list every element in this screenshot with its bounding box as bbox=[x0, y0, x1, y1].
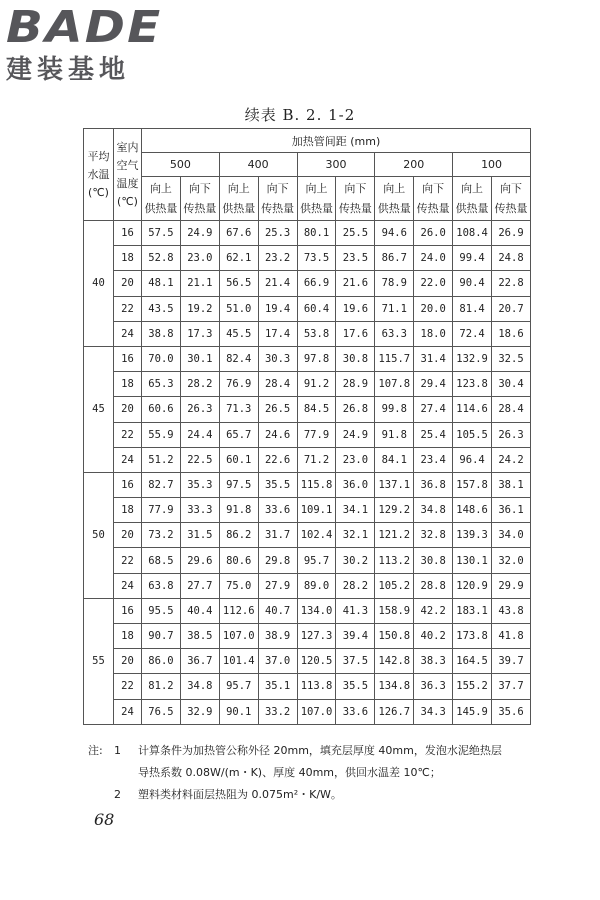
value-cell: 27.7 bbox=[180, 573, 219, 598]
value-cell: 115.7 bbox=[375, 346, 414, 371]
value-cell: 22.6 bbox=[258, 447, 297, 472]
page-number: 68 bbox=[94, 810, 115, 829]
value-cell: 35.5 bbox=[336, 674, 375, 699]
air-temp-cell: 18 bbox=[114, 498, 142, 523]
value-cell: 26.9 bbox=[492, 221, 531, 246]
value-cell: 77.9 bbox=[142, 498, 181, 523]
value-cell: 20.7 bbox=[492, 296, 531, 321]
air-temp-cell: 16 bbox=[114, 598, 142, 623]
value-cell: 17.4 bbox=[258, 321, 297, 346]
value-cell: 23.5 bbox=[336, 246, 375, 271]
value-cell: 97.8 bbox=[297, 346, 336, 371]
value-cell: 127.3 bbox=[297, 624, 336, 649]
air-temp-cell: 20 bbox=[114, 271, 142, 296]
value-cell: 99.8 bbox=[375, 397, 414, 422]
header-spacing-100: 100 bbox=[453, 153, 531, 177]
value-cell: 65.3 bbox=[142, 372, 181, 397]
table-row bbox=[84, 598, 531, 623]
value-cell: 91.8 bbox=[219, 498, 258, 523]
value-cell: 25.4 bbox=[414, 422, 453, 447]
value-cell: 150.8 bbox=[375, 624, 414, 649]
water-temp-cell: 55 bbox=[84, 598, 114, 724]
value-cell: 86.2 bbox=[219, 523, 258, 548]
value-cell: 134.8 bbox=[375, 674, 414, 699]
value-cell: 34.8 bbox=[180, 674, 219, 699]
value-cell: 67.6 bbox=[219, 221, 258, 246]
value-cell: 33.2 bbox=[258, 699, 297, 724]
value-cell: 36.1 bbox=[492, 498, 531, 523]
table-row bbox=[84, 422, 531, 447]
value-cell: 52.8 bbox=[142, 246, 181, 271]
value-cell: 36.0 bbox=[336, 472, 375, 497]
value-cell: 30.3 bbox=[258, 346, 297, 371]
note-number: 1 bbox=[114, 744, 121, 757]
value-cell: 36.8 bbox=[414, 472, 453, 497]
value-cell: 30.1 bbox=[180, 346, 219, 371]
value-cell: 28.9 bbox=[336, 372, 375, 397]
value-cell: 42.2 bbox=[414, 598, 453, 623]
value-cell: 35.5 bbox=[258, 472, 297, 497]
value-cell: 17.6 bbox=[336, 321, 375, 346]
value-cell: 30.4 bbox=[492, 372, 531, 397]
header-up-heat: 向上 供热量 bbox=[297, 177, 336, 221]
value-cell: 155.2 bbox=[453, 674, 492, 699]
value-cell: 25.5 bbox=[336, 221, 375, 246]
value-cell: 81.2 bbox=[142, 674, 181, 699]
value-cell: 105.2 bbox=[375, 573, 414, 598]
value-cell: 114.6 bbox=[453, 397, 492, 422]
table-row bbox=[84, 573, 531, 598]
value-cell: 132.9 bbox=[453, 346, 492, 371]
air-temp-cell: 20 bbox=[114, 523, 142, 548]
value-cell: 30.8 bbox=[336, 346, 375, 371]
value-cell: 28.8 bbox=[414, 573, 453, 598]
value-cell: 72.4 bbox=[453, 321, 492, 346]
header-spacing-500: 500 bbox=[142, 153, 220, 177]
value-cell: 76.5 bbox=[142, 699, 181, 724]
value-cell: 63.3 bbox=[375, 321, 414, 346]
value-cell: 99.4 bbox=[453, 246, 492, 271]
value-cell: 26.0 bbox=[414, 221, 453, 246]
value-cell: 24.8 bbox=[492, 246, 531, 271]
value-cell: 65.7 bbox=[219, 422, 258, 447]
value-cell: 31.5 bbox=[180, 523, 219, 548]
value-cell: 32.0 bbox=[492, 548, 531, 573]
value-cell: 94.6 bbox=[375, 221, 414, 246]
value-cell: 84.1 bbox=[375, 447, 414, 472]
value-cell: 148.6 bbox=[453, 498, 492, 523]
water-temp-cell: 40 bbox=[84, 221, 114, 347]
value-cell: 40.4 bbox=[180, 598, 219, 623]
value-cell: 34.1 bbox=[336, 498, 375, 523]
value-cell: 24.2 bbox=[492, 447, 531, 472]
value-cell: 137.1 bbox=[375, 472, 414, 497]
table-row bbox=[84, 221, 531, 246]
table-row bbox=[84, 296, 531, 321]
value-cell: 82.4 bbox=[219, 346, 258, 371]
value-cell: 28.2 bbox=[336, 573, 375, 598]
value-cell: 142.8 bbox=[375, 649, 414, 674]
value-cell: 35.3 bbox=[180, 472, 219, 497]
table-row bbox=[84, 346, 531, 371]
value-cell: 107.0 bbox=[297, 699, 336, 724]
header-spacing-400: 400 bbox=[219, 153, 297, 177]
value-cell: 41.8 bbox=[492, 624, 531, 649]
note-item bbox=[88, 784, 588, 806]
value-cell: 164.5 bbox=[453, 649, 492, 674]
header-down-heat: 向下 传热量 bbox=[336, 177, 375, 221]
header-water-temp: 平均 水温 (℃) bbox=[84, 129, 114, 221]
value-cell: 43.8 bbox=[492, 598, 531, 623]
value-cell: 129.2 bbox=[375, 498, 414, 523]
note-prefix: 注: bbox=[88, 744, 103, 757]
header-pipe-spacing: 加热管间距 (mm) bbox=[142, 129, 531, 153]
header-spacing-300: 300 bbox=[297, 153, 375, 177]
value-cell: 48.1 bbox=[142, 271, 181, 296]
value-cell: 76.9 bbox=[219, 372, 258, 397]
air-temp-cell: 24 bbox=[114, 321, 142, 346]
value-cell: 95.7 bbox=[297, 548, 336, 573]
value-cell: 21.4 bbox=[258, 271, 297, 296]
value-cell: 91.8 bbox=[375, 422, 414, 447]
header-up-heat: 向上 供热量 bbox=[375, 177, 414, 221]
value-cell: 34.8 bbox=[414, 498, 453, 523]
value-cell: 20.0 bbox=[414, 296, 453, 321]
value-cell: 158.9 bbox=[375, 598, 414, 623]
air-temp-cell: 24 bbox=[114, 447, 142, 472]
value-cell: 173.8 bbox=[453, 624, 492, 649]
value-cell: 26.3 bbox=[180, 397, 219, 422]
value-cell: 43.5 bbox=[142, 296, 181, 321]
value-cell: 23.0 bbox=[180, 246, 219, 271]
header-up-heat: 向上 供热量 bbox=[219, 177, 258, 221]
value-cell: 26.8 bbox=[336, 397, 375, 422]
value-cell: 75.0 bbox=[219, 573, 258, 598]
value-cell: 112.6 bbox=[219, 598, 258, 623]
value-cell: 107.8 bbox=[375, 372, 414, 397]
table-row bbox=[84, 498, 531, 523]
value-cell: 73.2 bbox=[142, 523, 181, 548]
value-cell: 139.3 bbox=[453, 523, 492, 548]
value-cell: 33.6 bbox=[258, 498, 297, 523]
value-cell: 123.8 bbox=[453, 372, 492, 397]
value-cell: 51.2 bbox=[142, 447, 181, 472]
value-cell: 134.0 bbox=[297, 598, 336, 623]
water-temp-cell: 45 bbox=[84, 346, 114, 472]
value-cell: 21.1 bbox=[180, 271, 219, 296]
value-cell: 115.8 bbox=[297, 472, 336, 497]
value-cell: 68.5 bbox=[142, 548, 181, 573]
value-cell: 71.1 bbox=[375, 296, 414, 321]
value-cell: 40.7 bbox=[258, 598, 297, 623]
value-cell: 18.0 bbox=[414, 321, 453, 346]
table-notes bbox=[88, 740, 588, 806]
value-cell: 80.1 bbox=[297, 221, 336, 246]
air-temp-cell: 22 bbox=[114, 674, 142, 699]
value-cell: 66.9 bbox=[297, 271, 336, 296]
air-temp-cell: 22 bbox=[114, 296, 142, 321]
value-cell: 40.2 bbox=[414, 624, 453, 649]
value-cell: 37.5 bbox=[336, 649, 375, 674]
header-down-heat: 向下 传热量 bbox=[492, 177, 531, 221]
value-cell: 23.0 bbox=[336, 447, 375, 472]
note-item bbox=[88, 740, 588, 762]
value-cell: 91.2 bbox=[297, 372, 336, 397]
table-row bbox=[84, 246, 531, 271]
value-cell: 55.9 bbox=[142, 422, 181, 447]
value-cell: 60.4 bbox=[297, 296, 336, 321]
value-cell: 120.9 bbox=[453, 573, 492, 598]
logo-subtitle: 建装基地 bbox=[6, 55, 131, 85]
heat-flux-table bbox=[83, 128, 531, 725]
value-cell: 41.3 bbox=[336, 598, 375, 623]
header-spacing-200: 200 bbox=[375, 153, 453, 177]
header-air-temp: 室内 空气 温度 (℃) bbox=[114, 129, 142, 221]
value-cell: 29.8 bbox=[258, 548, 297, 573]
value-cell: 28.2 bbox=[180, 372, 219, 397]
table-body bbox=[84, 221, 531, 725]
table-row bbox=[84, 321, 531, 346]
air-temp-cell: 18 bbox=[114, 624, 142, 649]
value-cell: 19.6 bbox=[336, 296, 375, 321]
value-cell: 105.5 bbox=[453, 422, 492, 447]
value-cell: 37.7 bbox=[492, 674, 531, 699]
value-cell: 22.8 bbox=[492, 271, 531, 296]
value-cell: 17.3 bbox=[180, 321, 219, 346]
value-cell: 183.1 bbox=[453, 598, 492, 623]
value-cell: 45.5 bbox=[219, 321, 258, 346]
value-cell: 30.8 bbox=[414, 548, 453, 573]
air-temp-cell: 16 bbox=[114, 346, 142, 371]
table-row bbox=[84, 649, 531, 674]
value-cell: 71.3 bbox=[219, 397, 258, 422]
value-cell: 38.9 bbox=[258, 624, 297, 649]
air-temp-cell: 24 bbox=[114, 699, 142, 724]
table-row bbox=[84, 548, 531, 573]
value-cell: 28.4 bbox=[258, 372, 297, 397]
value-cell: 73.5 bbox=[297, 246, 336, 271]
value-cell: 29.9 bbox=[492, 573, 531, 598]
header-down-heat: 向下 传热量 bbox=[180, 177, 219, 221]
value-cell: 56.5 bbox=[219, 271, 258, 296]
value-cell: 77.9 bbox=[297, 422, 336, 447]
header-up-heat: 向上 供热量 bbox=[142, 177, 181, 221]
air-temp-cell: 20 bbox=[114, 649, 142, 674]
value-cell: 32.9 bbox=[180, 699, 219, 724]
value-cell: 86.7 bbox=[375, 246, 414, 271]
value-cell: 24.9 bbox=[180, 221, 219, 246]
value-cell: 53.8 bbox=[297, 321, 336, 346]
value-cell: 102.4 bbox=[297, 523, 336, 548]
value-cell: 35.1 bbox=[258, 674, 297, 699]
value-cell: 90.4 bbox=[453, 271, 492, 296]
air-temp-cell: 16 bbox=[114, 221, 142, 246]
value-cell: 24.0 bbox=[414, 246, 453, 271]
value-cell: 31.7 bbox=[258, 523, 297, 548]
value-cell: 33.3 bbox=[180, 498, 219, 523]
air-temp-cell: 20 bbox=[114, 397, 142, 422]
value-cell: 108.4 bbox=[453, 221, 492, 246]
value-cell: 32.1 bbox=[336, 523, 375, 548]
value-cell: 57.5 bbox=[142, 221, 181, 246]
value-cell: 29.6 bbox=[180, 548, 219, 573]
value-cell: 71.2 bbox=[297, 447, 336, 472]
value-cell: 81.4 bbox=[453, 296, 492, 321]
value-cell: 86.0 bbox=[142, 649, 181, 674]
value-cell: 27.9 bbox=[258, 573, 297, 598]
value-cell: 38.5 bbox=[180, 624, 219, 649]
value-cell: 22.0 bbox=[414, 271, 453, 296]
value-cell: 32.5 bbox=[492, 346, 531, 371]
table-row bbox=[84, 624, 531, 649]
header-up-heat: 向上 供热量 bbox=[453, 177, 492, 221]
value-cell: 22.5 bbox=[180, 447, 219, 472]
value-cell: 113.8 bbox=[297, 674, 336, 699]
value-cell: 107.0 bbox=[219, 624, 258, 649]
brand-logo bbox=[6, 4, 181, 86]
value-cell: 70.0 bbox=[142, 346, 181, 371]
value-cell: 26.5 bbox=[258, 397, 297, 422]
value-cell: 60.1 bbox=[219, 447, 258, 472]
value-cell: 36.3 bbox=[414, 674, 453, 699]
value-cell: 24.6 bbox=[258, 422, 297, 447]
air-temp-cell: 22 bbox=[114, 548, 142, 573]
value-cell: 26.3 bbox=[492, 422, 531, 447]
value-cell: 28.4 bbox=[492, 397, 531, 422]
table-title: 续表 B. 2. 1-2 bbox=[244, 106, 356, 124]
air-temp-cell: 22 bbox=[114, 422, 142, 447]
value-cell: 101.4 bbox=[219, 649, 258, 674]
water-temp-cell: 50 bbox=[84, 472, 114, 598]
value-cell: 31.4 bbox=[414, 346, 453, 371]
header-down-heat: 向下 传热量 bbox=[414, 177, 453, 221]
value-cell: 29.4 bbox=[414, 372, 453, 397]
value-cell: 36.7 bbox=[180, 649, 219, 674]
value-cell: 19.4 bbox=[258, 296, 297, 321]
table-row bbox=[84, 674, 531, 699]
value-cell: 38.1 bbox=[492, 472, 531, 497]
value-cell: 121.2 bbox=[375, 523, 414, 548]
value-cell: 95.5 bbox=[142, 598, 181, 623]
value-cell: 126.7 bbox=[375, 699, 414, 724]
air-temp-cell: 16 bbox=[114, 472, 142, 497]
value-cell: 90.7 bbox=[142, 624, 181, 649]
value-cell: 25.3 bbox=[258, 221, 297, 246]
value-cell: 62.1 bbox=[219, 246, 258, 271]
header-down-heat: 向下 传热量 bbox=[258, 177, 297, 221]
value-cell: 18.6 bbox=[492, 321, 531, 346]
table-row bbox=[84, 699, 531, 724]
value-cell: 113.2 bbox=[375, 548, 414, 573]
note-text: 塑料类材料面层热阻为 0.075m²・K/W。 bbox=[138, 788, 342, 801]
table-row bbox=[84, 271, 531, 296]
value-cell: 120.5 bbox=[297, 649, 336, 674]
value-cell: 51.0 bbox=[219, 296, 258, 321]
note-text-continued: 导热系数 0.08W/(m・K)、厚度 40mm，供回水温差 10℃； bbox=[138, 766, 441, 779]
value-cell: 39.7 bbox=[492, 649, 531, 674]
value-cell: 23.4 bbox=[414, 447, 453, 472]
value-cell: 38.3 bbox=[414, 649, 453, 674]
note-text: 计算条件为加热管公称外径 20mm，填充层厚度 40mm，发泡水泥绝热层 bbox=[138, 744, 502, 757]
air-temp-cell: 18 bbox=[114, 372, 142, 397]
value-cell: 37.0 bbox=[258, 649, 297, 674]
value-cell: 32.8 bbox=[414, 523, 453, 548]
value-cell: 109.1 bbox=[297, 498, 336, 523]
air-temp-cell: 18 bbox=[114, 246, 142, 271]
value-cell: 82.7 bbox=[142, 472, 181, 497]
air-temp-cell: 24 bbox=[114, 573, 142, 598]
logo-brand-text: BADE bbox=[6, 2, 163, 53]
value-cell: 34.3 bbox=[414, 699, 453, 724]
table-row bbox=[84, 472, 531, 497]
value-cell: 34.0 bbox=[492, 523, 531, 548]
value-cell: 89.0 bbox=[297, 573, 336, 598]
value-cell: 23.2 bbox=[258, 246, 297, 271]
table-row bbox=[84, 397, 531, 422]
value-cell: 80.6 bbox=[219, 548, 258, 573]
value-cell: 145.9 bbox=[453, 699, 492, 724]
value-cell: 30.2 bbox=[336, 548, 375, 573]
value-cell: 90.1 bbox=[219, 699, 258, 724]
value-cell: 21.6 bbox=[336, 271, 375, 296]
value-cell: 35.6 bbox=[492, 699, 531, 724]
value-cell: 38.8 bbox=[142, 321, 181, 346]
table-row bbox=[84, 372, 531, 397]
table-row bbox=[84, 447, 531, 472]
value-cell: 19.2 bbox=[180, 296, 219, 321]
value-cell: 78.9 bbox=[375, 271, 414, 296]
value-cell: 24.4 bbox=[180, 422, 219, 447]
value-cell: 96.4 bbox=[453, 447, 492, 472]
note-number: 2 bbox=[114, 788, 121, 801]
value-cell: 39.4 bbox=[336, 624, 375, 649]
value-cell: 24.9 bbox=[336, 422, 375, 447]
value-cell: 130.1 bbox=[453, 548, 492, 573]
value-cell: 60.6 bbox=[142, 397, 181, 422]
value-cell: 97.5 bbox=[219, 472, 258, 497]
value-cell: 157.8 bbox=[453, 472, 492, 497]
value-cell: 84.5 bbox=[297, 397, 336, 422]
value-cell: 95.7 bbox=[219, 674, 258, 699]
table-row bbox=[84, 523, 531, 548]
value-cell: 63.8 bbox=[142, 573, 181, 598]
value-cell: 33.6 bbox=[336, 699, 375, 724]
value-cell: 27.4 bbox=[414, 397, 453, 422]
